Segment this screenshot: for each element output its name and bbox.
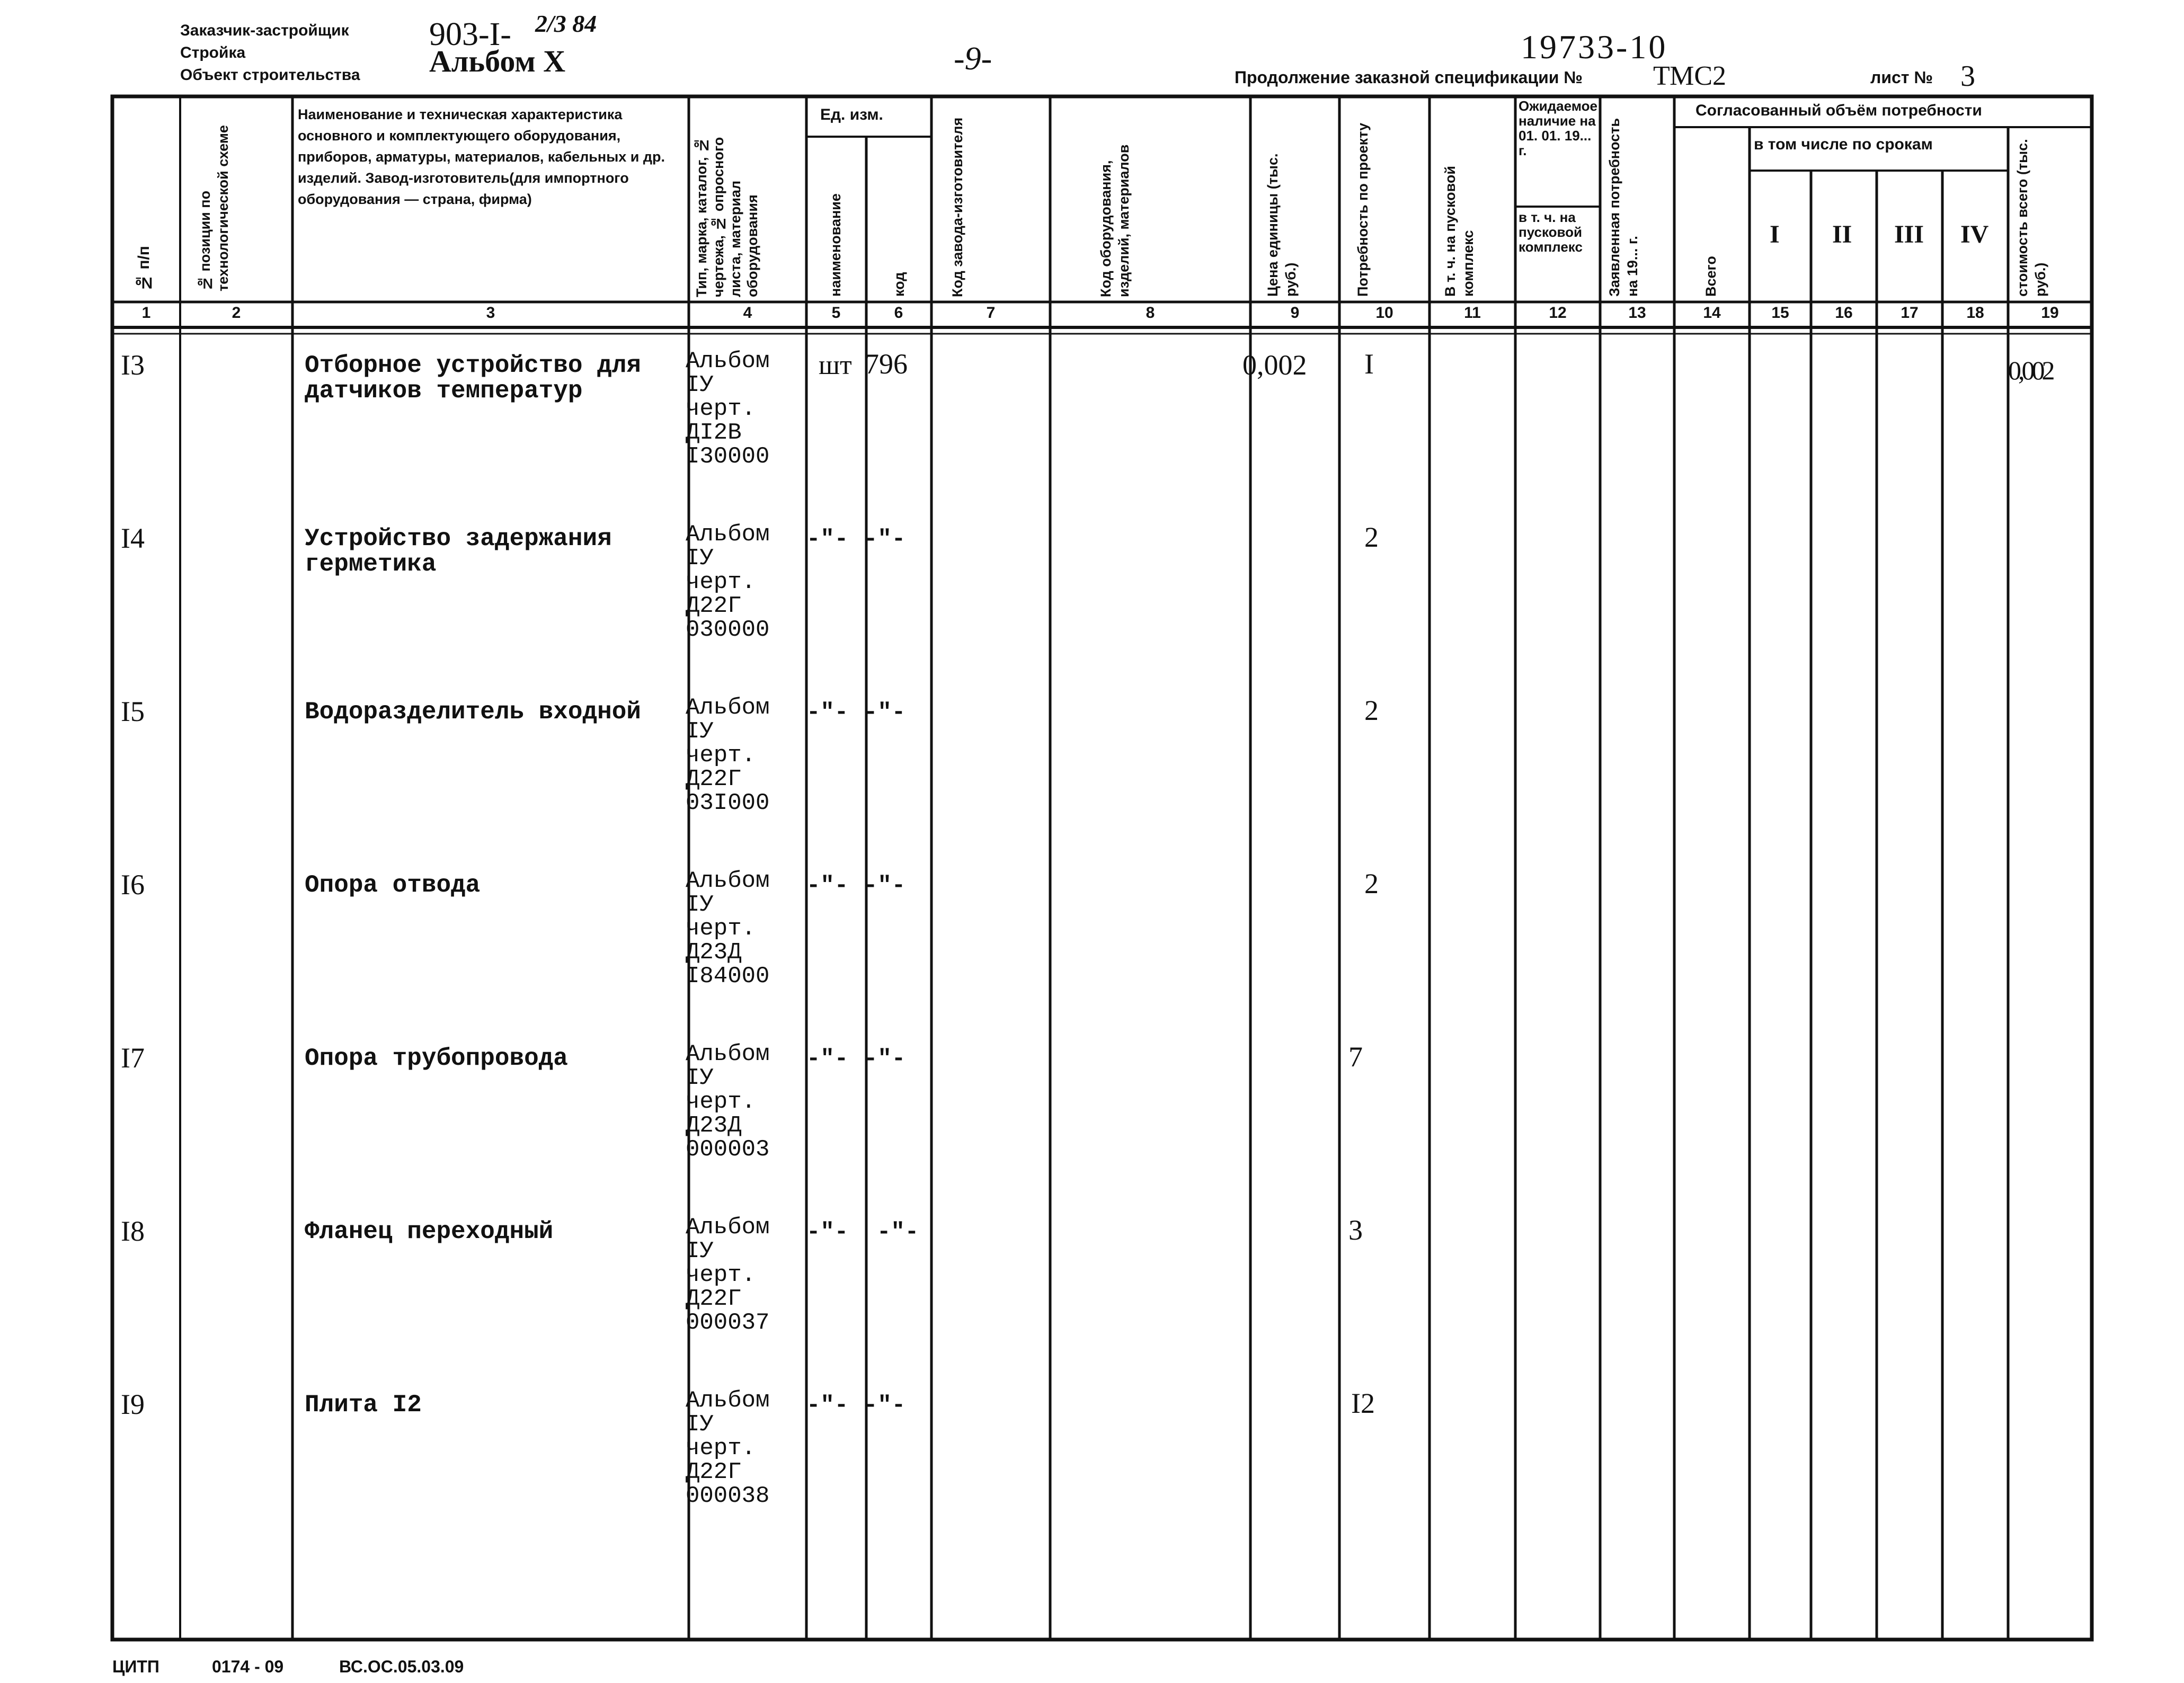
row-number: I7 [121,1042,145,1074]
item-type: Альбом IУ черт. Д22Г 000037 [686,1214,770,1336]
col19-header: стоимость всего (тыс. руб.) [2014,139,2048,297]
object-label: Объект строительства [180,66,360,84]
footer-org: ЦИТП [112,1657,159,1676]
unit-name: -"- [806,699,849,726]
qty-project: 7 [1348,1041,1363,1073]
unit-code: -"- [864,699,906,726]
qty-project: 2 [1364,521,1379,553]
construction-label: Стройка [180,44,246,61]
item-name: Фланец переходный [305,1218,554,1245]
col8-header: Код оборудования, изделий, материалов [1098,144,1132,297]
unit-code: 796 [865,348,908,380]
item-type: Альбом IУ черт. Д22Г 030000 [686,521,770,643]
unit-code: -"- [864,526,906,553]
col-number: 13 [1628,304,1646,322]
col7-header: Код завода-изготовителя [949,117,965,297]
col-number: 12 [1549,304,1567,322]
col12-header-bottom: в т. ч. на пусковой комплекс [1519,209,1583,255]
col-number: 9 [1290,304,1300,322]
item-name: Устройство задержания герметика [305,525,612,578]
item-name: Плита I2 [305,1391,422,1419]
footer-code: ВС.ОС.05.03.09 [339,1657,464,1676]
unit-name: -"- [806,1392,849,1419]
row-number: I6 [121,869,145,901]
project-code-handwritten: 2/3 84 [535,10,597,37]
row-number: I3 [121,349,145,381]
sheet-label: лист № [1870,68,1933,87]
qty-project: 3 [1348,1214,1363,1246]
col-number: 5 [831,304,841,322]
row-number: I9 [121,1388,145,1420]
col-number: 15 [1771,304,1789,322]
item-type: Альбом IУ черт. Д23Д 000003 [686,1041,770,1163]
document-number: 19733-10 [1521,28,1668,66]
col3-header: Наименование и техническая характеристика основного и комплектующего оборудования, приборов, арматуры, материалов, кабельных и др. изделий. Завод-изготовитель(для импортного оборудования — страна, фирма) [298,106,665,207]
item-type: Альбом IУ черт. Д23Д I84000 [686,868,770,990]
unit-code: -"- [877,1219,919,1245]
item-type: Альбом IУ черт. ДI2В I30000 [686,348,770,470]
qty-project: I [1364,348,1374,380]
col9-header: Цена единицы (тыс. руб.) [1265,153,1299,297]
unit-code: -"- [864,1392,906,1419]
unit-name: -"- [806,526,849,553]
col14-header: Всего [1703,256,1719,297]
col17-header: III [1894,220,1924,248]
qty-project: I2 [1351,1387,1375,1419]
qty-project: 2 [1364,694,1379,726]
spec-code: ТМС2 [1653,61,1726,91]
page-mark: -9- [954,41,992,77]
col-number: 19 [2041,304,2059,322]
col-number: 18 [1966,304,1984,322]
unit-name: -"- [806,1219,849,1245]
unit-name: шт [819,350,852,380]
qty-project: 2 [1364,868,1379,900]
col5-header: наименование [828,193,844,297]
col16-header: II [1832,220,1852,248]
col12-header-top: Ожидаемое наличие на 01. 01. 19... г. [1519,98,1597,158]
col11-header: В т. ч. на пусковой комплекс [1442,165,1476,297]
item-type: Альбом IУ черт. Д22Г 03I000 [686,694,770,816]
col10-header: Потребность по проекту [1355,122,1371,297]
continuation-label: Продолжение заказной спецификации № [1235,68,1583,87]
album-title: Альбом X [429,44,566,78]
customer-label: Заказчик-застройщик [180,22,349,39]
agreed-group-header: Согласованный объём потребности [1695,102,1982,119]
col4-header: Тип, марка, каталог, № чертежа, № опросного листа, материал оборудования [694,137,760,297]
col6-header: код [891,272,907,297]
row-number: I8 [121,1215,145,1247]
col-number: 17 [1901,304,1919,322]
col-number: 7 [986,304,996,322]
col15-header: I [1770,220,1780,248]
footer-number: 0174 - 09 [212,1657,284,1676]
unit-price: 0,002 [1242,349,1307,381]
unit-code: -"- [864,1046,906,1072]
unit-group-header: Ед. изм. [820,106,883,123]
row-number: I5 [121,696,145,727]
col-number: 10 [1375,304,1393,322]
row-number: I4 [121,522,145,554]
period-group-header: в том числе по срокам [1754,136,1933,153]
col-number: 14 [1703,304,1721,322]
project-code: 903-I- [429,16,511,52]
col-number: 3 [486,304,495,322]
item-name: Опора отвода [305,871,481,899]
item-name: Отборное устройство для датчиков температур [305,352,641,405]
unit-code: -"- [864,872,906,899]
item-name: Опора трубопровода [305,1045,568,1072]
col-number: 11 [1464,304,1481,322]
item-name: Водоразделитель входной [305,698,641,726]
col18-header: IV [1960,220,1989,248]
col-number: 16 [1835,304,1853,322]
col-number: 4 [743,304,752,322]
total-cost: 0,002 [2008,355,2052,385]
col-number: 6 [894,304,903,322]
col2-header: № позиции по технологической схеме [197,125,231,291]
col-number: 8 [1146,304,1155,322]
unit-name: -"- [806,872,849,899]
item-type: Альбом IУ черт. Д22Г 000038 [686,1387,770,1509]
col-number: 2 [232,304,241,322]
col-number: 1 [141,304,151,322]
col1-header: № п/п [135,246,153,291]
col13-header: Заявленная потребность на 19... г. [1606,118,1640,297]
unit-name: -"- [806,1046,849,1072]
sheet-number: 3 [1960,60,1975,93]
